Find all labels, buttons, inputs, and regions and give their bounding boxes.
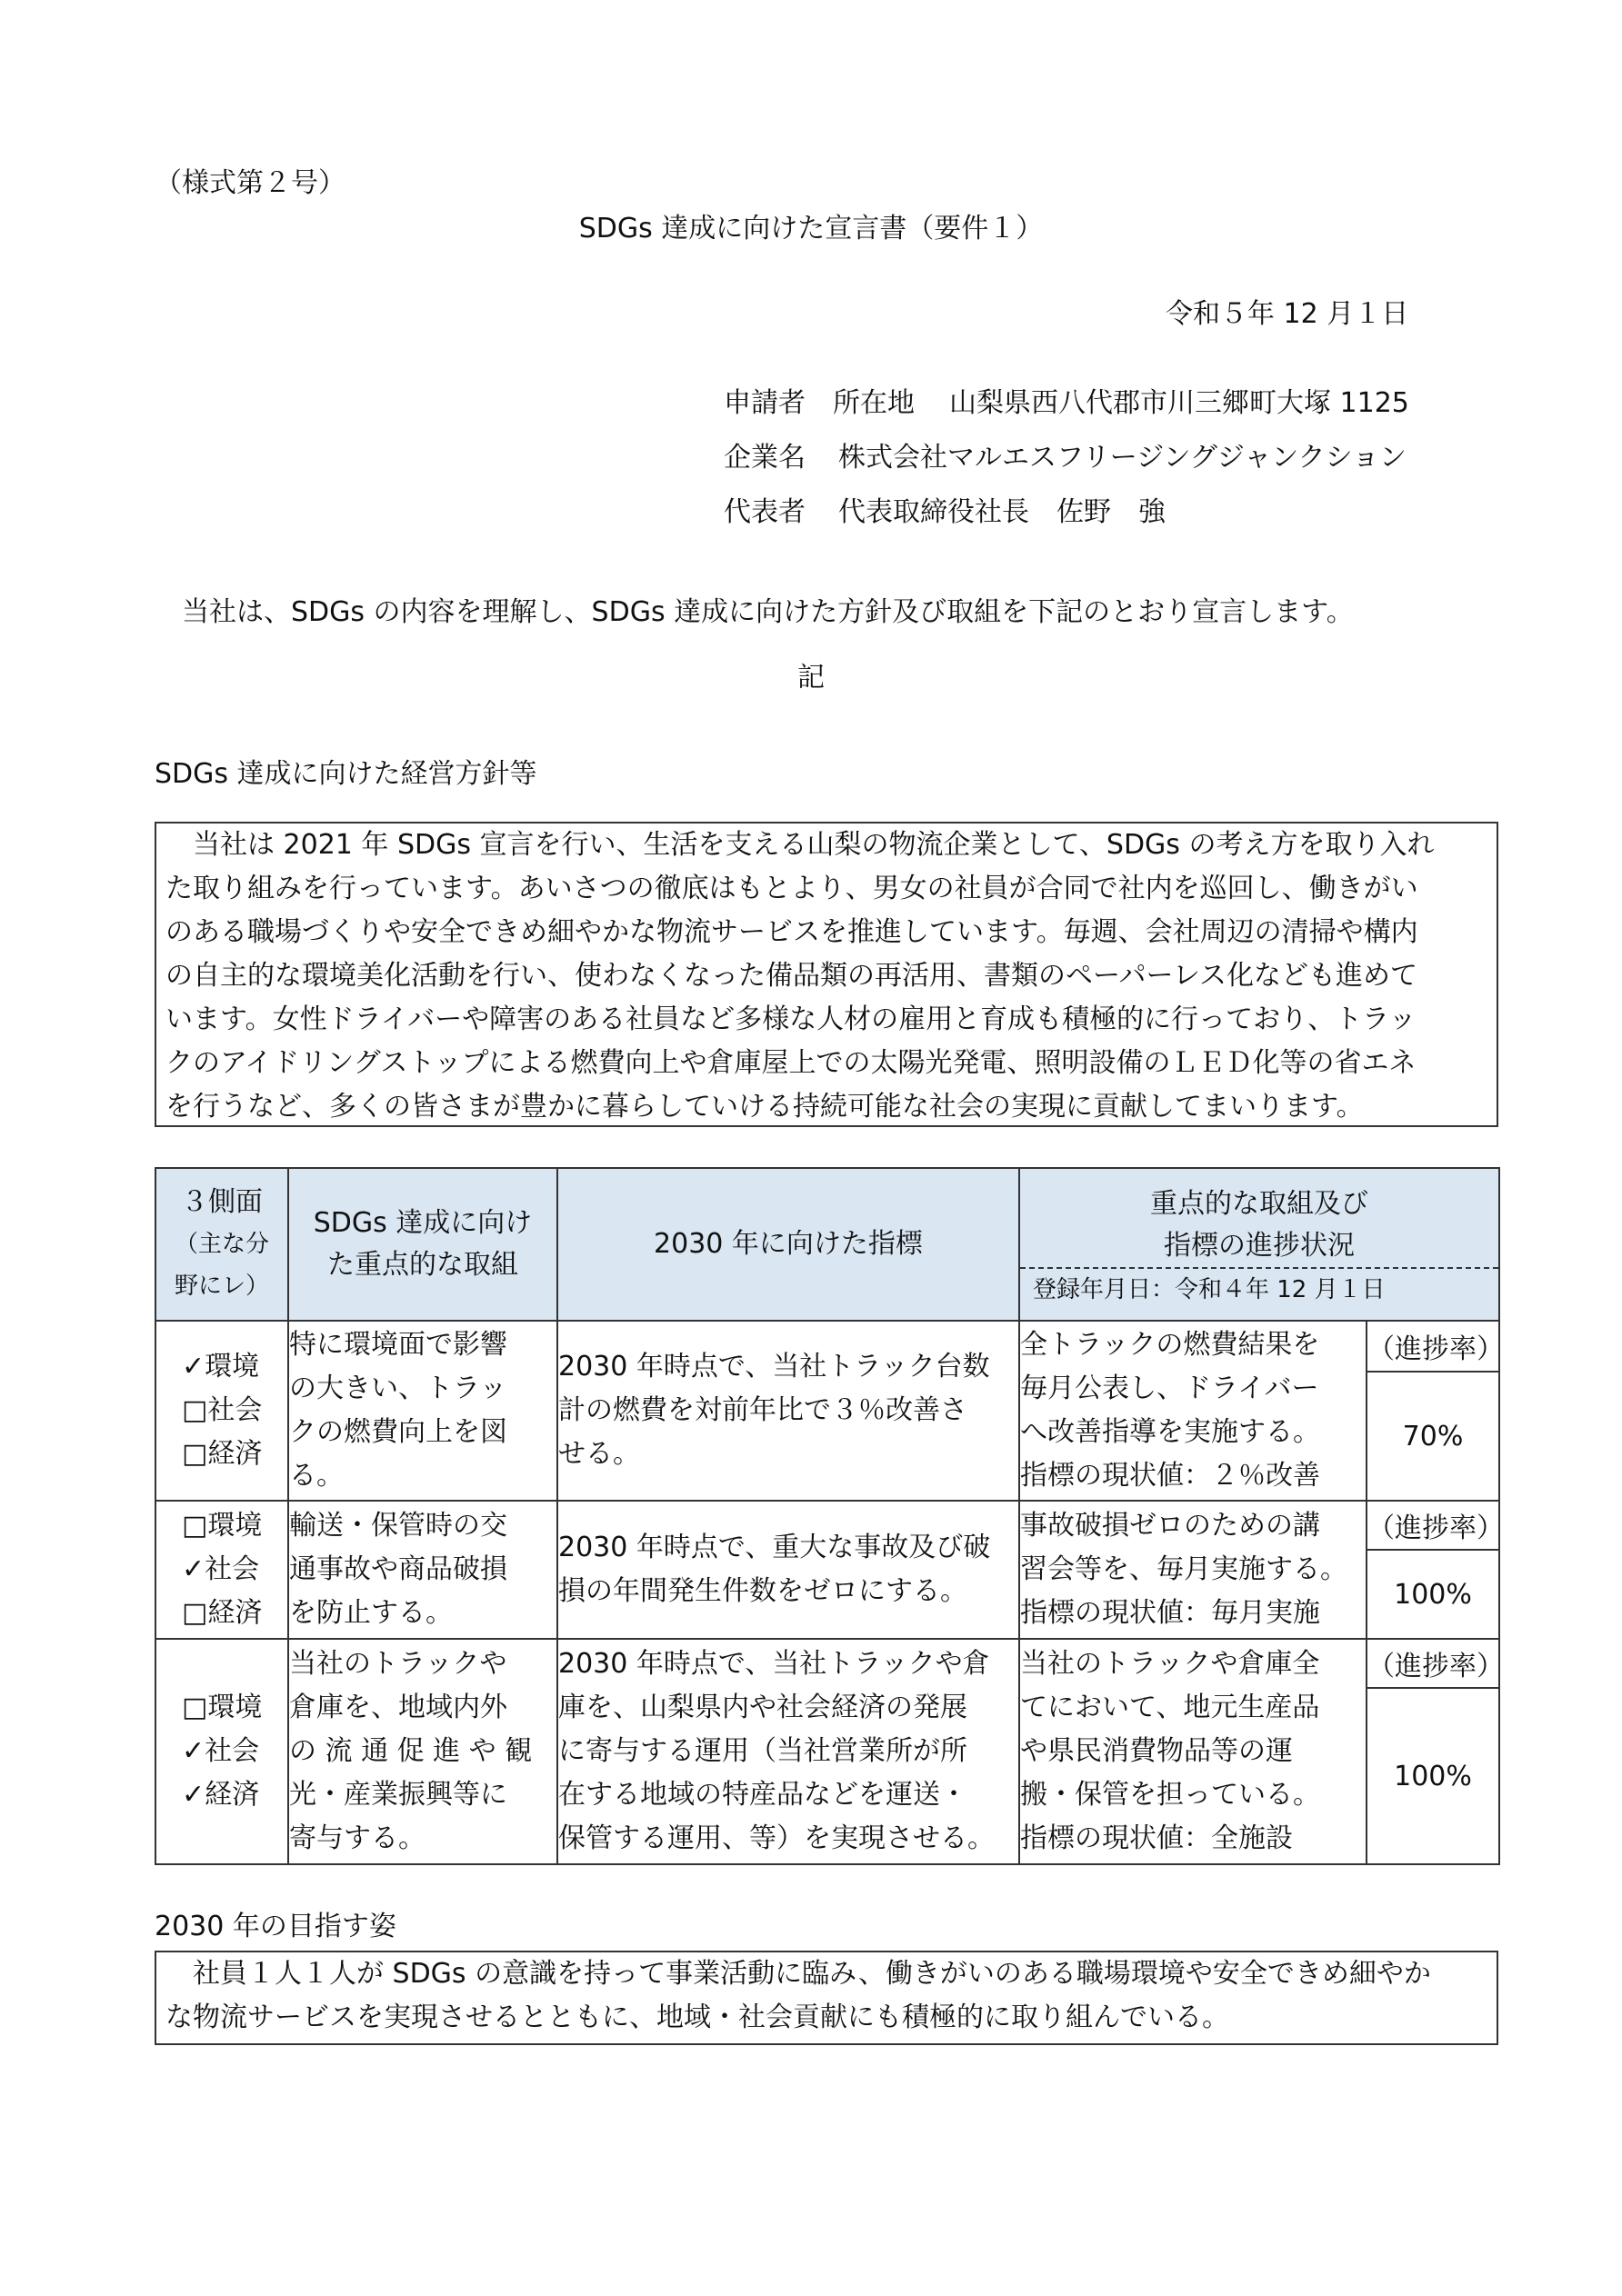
vision-box bbox=[155, 1951, 1498, 2045]
vision-line: 社員１人１人が SDGs の意識を持って事業活動に臨み、働きがいのある職場環境や安全できめ細やか bbox=[165, 1958, 1431, 1990]
aspect-checkboxes: ✓環境 □社会 □経済 bbox=[155, 1321, 288, 1501]
page-title: SDGs 達成に向けた宣言書（要件１） bbox=[578, 213, 1044, 245]
form-number: （様式第２号） bbox=[155, 167, 345, 199]
registration-date: 登録年月日：令和４年 12 月１日 bbox=[1020, 1267, 1498, 1311]
progress-rate-value: 70% bbox=[1367, 1372, 1499, 1501]
policy-line: のある職場づくりや安全できめ細やかな物流サービスを推進しています。毎週、会社周辺の清掃や構内 bbox=[165, 916, 1418, 948]
progress-rate-label: （進捗率） bbox=[1367, 1639, 1499, 1688]
declaration-text: 当社は、SDGs の内容を理解し、SDGs 達成に向けた方針及び取組を下記のとおり宣言します。 bbox=[182, 596, 1354, 628]
progress-cell: 事故破損ゼロのための講 習会等を、毎月実施する。 指標の現状値：毎月実施 bbox=[1019, 1501, 1367, 1639]
progress-rate-label: （進捗率） bbox=[1367, 1321, 1499, 1372]
header-aspects: ３側面 （主な分 野にレ） bbox=[155, 1168, 288, 1321]
vision-heading: 2030 年の目指す姿 bbox=[155, 1911, 396, 1942]
check-icon: ✓ bbox=[182, 1735, 205, 1767]
header-progress: 重点的な取組及び 指標の進捗状況 登録年月日：令和４年 12 月１日 bbox=[1019, 1168, 1499, 1321]
policy-line: います。女性ドライバーや障害のある社員など多様な人材の雇用と育成も積極的に行っており、トラッ bbox=[165, 1003, 1417, 1035]
progress-rate-label: （進捗率） bbox=[1367, 1501, 1499, 1550]
policy-box bbox=[155, 822, 1498, 1127]
policy-heading: SDGs 達成に向けた経営方針等 bbox=[155, 758, 537, 790]
table-row bbox=[155, 1639, 1499, 1688]
table-header-row bbox=[155, 1168, 1499, 1321]
progress-rate-value: 100% bbox=[1367, 1550, 1499, 1639]
check-icon: ✓ bbox=[182, 1553, 205, 1585]
check-icon: ✓ bbox=[182, 1351, 205, 1383]
initiative-cell: 当社のトラックや 倉庫を、地域内外 の 流 通 促 進 や 観 光・産業振興等に 寄与する。 bbox=[288, 1639, 557, 1864]
indicator-cell: 2030 年時点で、重大な事故及び破 損の年間発生件数をゼロにする。 bbox=[557, 1501, 1019, 1639]
policy-line: を行うなど、多くの皆さまが豊かに暮らしていける持続可能な社会の実現に貢献してまいります。 bbox=[165, 1091, 1364, 1123]
checkbox-icon: □ bbox=[182, 1438, 208, 1470]
aspect-checkboxes: □環境 ✓社会 □経済 bbox=[155, 1501, 288, 1639]
indicator-cell: 2030 年時点で、当社トラック台数 計の燃費を対前年比で３％改善さ せる。 bbox=[557, 1321, 1019, 1501]
indicator-cell: 2030 年時点で、当社トラックや倉 庫を、山梨県内や社会経済の発展 に寄与する運用（当社営業所が所 在する地域の特産品などを運送・ 保管する運用、等）を実現させる。 bbox=[557, 1639, 1019, 1864]
checkbox-icon: □ bbox=[182, 1394, 208, 1426]
company-name: 株式会社マルエスフリージングジャンクション bbox=[838, 442, 1407, 474]
checkbox-icon: □ bbox=[182, 1597, 208, 1629]
progress-cell: 全トラックの燃費結果を 毎月公表し、ドライバー へ改善指導を実施する。 指標の現状値：２％改善 bbox=[1019, 1321, 1367, 1501]
policy-line: た取り組みを行っています。あいさつの徹底はもとより、男女の社員が合同で社内を巡回し、働きがい bbox=[165, 873, 1418, 904]
representative-name: 代表取締役社長 佐野 強 bbox=[838, 496, 1166, 528]
table-row bbox=[155, 1501, 1499, 1550]
representative-label: 代表者 bbox=[724, 496, 806, 528]
progress-cell: 当社のトラックや倉庫全 てにおいて、地元生産品 や県民消費物品等の運 搬・保管を担っている。 指標の現状値：全施設 bbox=[1019, 1639, 1367, 1864]
sdgs-table bbox=[155, 1167, 1504, 1865]
table-row bbox=[155, 1321, 1499, 1372]
initiative-cell: 輸送・保管時の交 通事故や商品破損 を防止する。 bbox=[288, 1501, 557, 1639]
initiative-cell: 特に環境面で影響 の大きい、トラッ クの燃費向上を図 る。 bbox=[288, 1321, 557, 1501]
checkbox-icon: □ bbox=[182, 1692, 208, 1723]
header-initiative: SDGs 達成に向け た重点的な取組 bbox=[288, 1168, 557, 1321]
policy-line: 当社は 2021 年 SDGs 宣言を行い、生活を支える山梨の物流企業として、SDGs の考え方を取り入れ bbox=[165, 829, 1435, 861]
aspect-checkboxes: □環境 ✓社会 ✓経済 bbox=[155, 1639, 288, 1864]
policy-line: の自主的な環境美化活動を行い、使わなくなった備品類の再活用、書類のペーパーレス化なども進めて bbox=[165, 960, 1417, 992]
ki-mark: 記 bbox=[797, 662, 825, 694]
document-date: 令和５年 12 月１日 bbox=[1166, 298, 1409, 330]
company-label: 企業名 bbox=[724, 442, 806, 474]
progress-rate-value: 100% bbox=[1367, 1688, 1499, 1864]
applicant-address-label: 申請者 所在地 bbox=[724, 387, 915, 419]
policy-line: クのアイドリングストップによる燃費向上や倉庫屋上での太陽光発電、照明設備のＬＥＤ化等の省エネ bbox=[165, 1047, 1417, 1079]
vision-line: な物流サービスを実現させるとともに、地域・社会貢献にも積極的に取り組んでいる。 bbox=[165, 2002, 1229, 2033]
checkbox-icon: □ bbox=[182, 1510, 208, 1542]
header-indicator: 2030 年に向けた指標 bbox=[557, 1168, 1019, 1321]
applicant-address-value: 山梨県西八代郡市川三郷町大塚 1125 bbox=[949, 387, 1409, 419]
check-icon: ✓ bbox=[182, 1779, 205, 1811]
